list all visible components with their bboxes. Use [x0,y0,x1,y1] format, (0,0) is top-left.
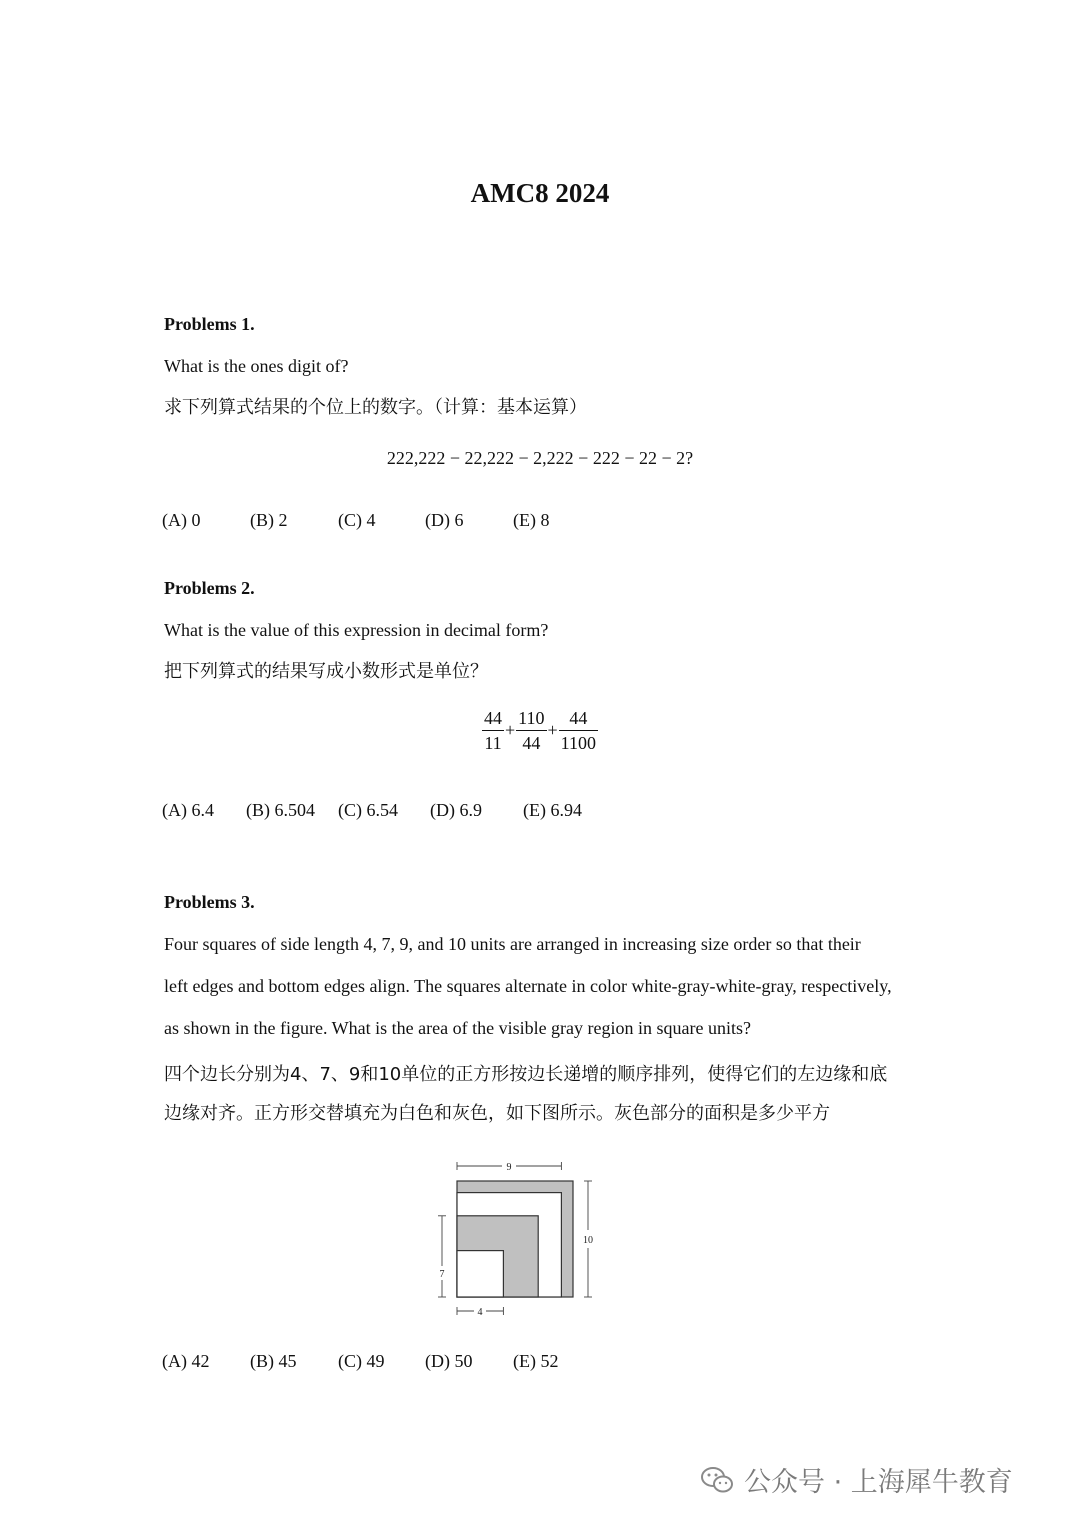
dimension-label-top: 9 [506,1162,512,1173]
dimension-left [438,1216,446,1297]
choice-b: (B) 45 [250,1351,297,1371]
fraction-1 [482,706,504,755]
fraction-2-numerator: 110 [516,706,546,731]
problem-2-question-en: What is the value of this expression in decimal form? [164,620,549,640]
squares-diagram [430,1156,610,1326]
watermark-text: 公众号 · 上海犀牛教育 [744,1467,1013,1498]
choice-e: (E) 8 [513,510,550,530]
page-title: AMC8 2024 [470,178,610,208]
square-4 [457,1251,503,1297]
choice-a: (A) 0 [162,510,201,530]
choice-d: (D) 50 [425,1351,473,1371]
problem-1-heading: Problems 1. [164,314,255,334]
choice-b: (B) 6.504 [246,800,315,820]
wechat-icon [700,1466,734,1494]
problem-3-heading: Problems 3. [164,892,255,912]
choice-a: (A) 6.4 [162,800,214,820]
problem-3-question-cn-line-1: 四个边长分别为4、7、9和10单位的正方形按边长递增的顺序排列，使得它们的左边缘和底 [164,1064,888,1085]
dimension-label-left: 7 [439,1269,445,1280]
problem-3-question-cn-line-2: 边缘对齐。正方形交替填充为白色和灰色，如下图所示。灰色部分的面积是多少平方 [164,1103,830,1124]
choice-a: (A) 42 [162,1351,210,1371]
choice-c: (C) 4 [338,510,376,530]
problem-2-heading: Problems 2. [164,578,255,598]
plus-operator: + [547,720,558,740]
choice-d: (D) 6.9 [430,800,482,820]
choice-e: (E) 6.94 [523,800,582,820]
dimension-label-right: 10 [583,1235,593,1246]
watermark [700,1460,1013,1499]
fraction-3-numerator: 44 [559,706,598,731]
problem-2-question-cn: 把下列算式的结果写成小数形式是单位？ [164,661,488,682]
squares-figure [430,1156,610,1331]
dimension-label-bottom: 4 [477,1307,483,1318]
fraction-3 [559,706,598,755]
problem-2-expression [0,706,1080,755]
problem-1-expression: 222,222 − 22,222 − 2,222 − 222 − 22 − 2? [386,448,694,468]
problem-1-question-cn: 求下列算式结果的个位上的数字。（计算：基本运算） [164,397,587,418]
choice-c: (C) 6.54 [338,800,398,820]
choice-e: (E) 52 [513,1351,559,1371]
choice-d: (D) 6 [425,510,464,530]
problem-3-question-en-line-1: Four squares of side length 4, 7, 9, and 10 units are arranged in increasing size order so that their [164,934,861,954]
problem-1-question-en: What is the ones digit of? [164,356,349,376]
fraction-1-numerator: 44 [482,706,504,731]
choice-b: (B) 2 [250,510,288,530]
plus-operator: + [505,720,516,740]
fraction-2 [516,706,546,755]
fraction-3-denominator: 1100 [560,733,596,753]
fraction-1-denominator: 11 [484,733,502,753]
fraction-2-denominator: 44 [522,733,541,753]
problem-3-question-en-line-3: as shown in the figure. What is the area of the visible gray region in square units? [164,1018,752,1038]
problem-3-question-en-line-2: left edges and bottom edges align. The squares alternate in color white-gray-white-gray, respectively, [164,976,892,996]
choice-c: (C) 49 [338,1351,385,1371]
